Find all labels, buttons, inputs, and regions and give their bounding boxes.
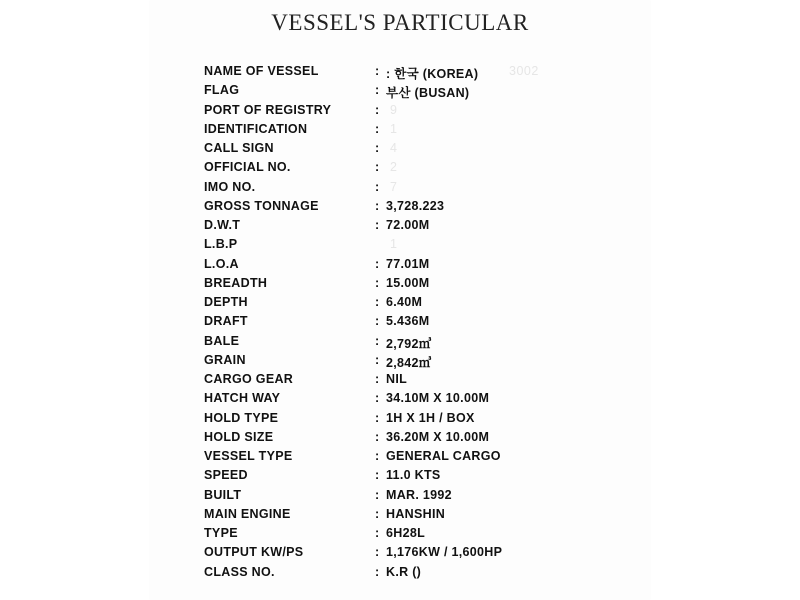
particular-row (204, 293, 624, 312)
particular-colon: : (375, 83, 380, 98)
faint-redacted-text: 1 (390, 121, 398, 136)
particular-label: DEPTH (204, 295, 248, 309)
faint-redacted-text: 3002 (509, 64, 539, 78)
faint-redacted-text: 9 (390, 102, 398, 117)
particular-row (204, 428, 624, 447)
particular-row (204, 351, 624, 370)
particular-colon: : (375, 526, 380, 540)
particular-colon: : (375, 352, 380, 367)
particular-colon: : (375, 160, 380, 175)
particular-colon: : (375, 410, 380, 425)
particular-colon: : (375, 218, 380, 232)
particular-value: : 한국 (KOREA) (386, 67, 479, 81)
particular-label: L.O.A (204, 256, 239, 271)
particular-value: 5.436M (386, 314, 430, 329)
particular-label: BUILT (204, 487, 242, 502)
particular-colon: : (375, 372, 380, 386)
particular-row (204, 332, 624, 351)
particular-colon: : (375, 545, 380, 560)
particular-label: PORT OF REGISTRY (204, 102, 332, 117)
particular-value: K.R () (386, 564, 422, 579)
particular-value: 11.0 KTS (386, 468, 441, 483)
particular-colon: : (375, 198, 380, 213)
particular-value: MAR. 1992 (386, 487, 452, 502)
particular-label: CALL SIGN (204, 141, 274, 155)
particular-row (204, 255, 624, 274)
particular-value: 2,792㎥ (386, 336, 432, 351)
faint-redacted-text: 4 (390, 141, 398, 155)
particular-colon: : (375, 468, 380, 483)
particular-value: 6.40M (386, 295, 423, 309)
particular-label: SPEED (204, 468, 248, 483)
particular-label: VESSEL TYPE (204, 449, 293, 463)
particular-colon: : (375, 102, 380, 117)
particular-label: OFFICIAL NO. (204, 160, 291, 175)
particular-label: HATCH WAY (204, 391, 281, 406)
particular-colon: : (375, 121, 380, 136)
particular-row (204, 447, 624, 466)
faint-redacted-text: 1 (390, 237, 398, 252)
particular-label: BALE (204, 333, 240, 348)
particular-row (204, 505, 624, 524)
particular-row (204, 139, 624, 158)
particular-row (204, 216, 624, 235)
particular-row (204, 62, 624, 81)
particular-row (204, 389, 624, 408)
particular-row (204, 466, 624, 485)
particular-label: IDENTIFICATION (204, 121, 308, 136)
particular-row (204, 486, 624, 505)
particular-value: HANSHIN (386, 506, 446, 521)
particulars-list (204, 62, 624, 582)
particular-colon: : (375, 295, 380, 309)
particular-label: HOLD TYPE (204, 410, 279, 425)
particular-colon: : (375, 449, 380, 463)
particular-label: NAME OF VESSEL (204, 64, 319, 78)
particular-value: 3,728.223 (386, 198, 445, 213)
particular-colon: : (375, 64, 380, 78)
particular-row (204, 543, 624, 562)
particular-colon: : (375, 333, 380, 348)
particular-row (204, 158, 624, 177)
particular-value: 1H X 1H / BOX (386, 410, 475, 425)
particular-label: GRAIN (204, 352, 246, 367)
particular-row (204, 563, 624, 582)
particular-colon: : (375, 314, 380, 329)
particular-row (204, 524, 624, 543)
particular-label: IMO NO. (204, 179, 256, 194)
particular-colon: : (375, 141, 380, 155)
particular-label: OUTPUT KW/PS (204, 545, 304, 560)
particular-row (204, 81, 624, 100)
particular-colon: : (375, 179, 380, 194)
particular-value: 부산 (BUSAN) (386, 86, 470, 101)
particular-row (204, 370, 624, 389)
particular-value: 77.01M (386, 256, 430, 271)
particular-value: 34.10M X 10.00M (386, 391, 490, 406)
particular-colon: : (375, 487, 380, 502)
particular-value: NIL (386, 372, 408, 386)
particular-label: BREADTH (204, 275, 268, 290)
particular-row (204, 197, 624, 216)
particular-row (204, 101, 624, 120)
particular-label: GROSS TONNAGE (204, 198, 319, 213)
faint-redacted-text: 2 (390, 160, 398, 175)
particular-label: CARGO GEAR (204, 372, 294, 386)
particular-colon: : (375, 275, 380, 290)
particular-label: MAIN ENGINE (204, 506, 291, 521)
particular-colon: : (375, 564, 380, 579)
particular-label: DRAFT (204, 314, 248, 329)
particular-label: HOLD SIZE (204, 429, 274, 444)
particular-row (204, 312, 624, 331)
particular-colon: : (375, 429, 380, 444)
particular-label: CLASS NO. (204, 564, 275, 579)
particular-row (204, 409, 624, 428)
particular-label: FLAG (204, 83, 240, 98)
particular-row (204, 235, 624, 254)
particular-row (204, 274, 624, 293)
document-title: VESSEL'S PARTICULAR (271, 10, 529, 35)
particular-value: 72.00M (386, 218, 430, 232)
particular-value: 36.20M X 10.00M (386, 429, 490, 444)
particular-label: D.W.T (204, 218, 241, 232)
particular-value: 2,842㎥ (386, 355, 432, 370)
particular-value: GENERAL CARGO (386, 449, 501, 463)
particular-label: L.B.P (204, 237, 238, 252)
particular-value: 15.00M (386, 275, 430, 290)
particular-row (204, 178, 624, 197)
particular-value: 1,176KW / 1,600HP (386, 545, 503, 560)
particular-colon: : (375, 506, 380, 521)
particular-value: 6H28L (386, 526, 426, 540)
particular-label: TYPE (204, 526, 238, 540)
particular-colon: : (375, 256, 380, 271)
particular-colon: : (375, 391, 380, 406)
faint-redacted-text: 7 (390, 179, 398, 194)
particular-row (204, 120, 624, 139)
